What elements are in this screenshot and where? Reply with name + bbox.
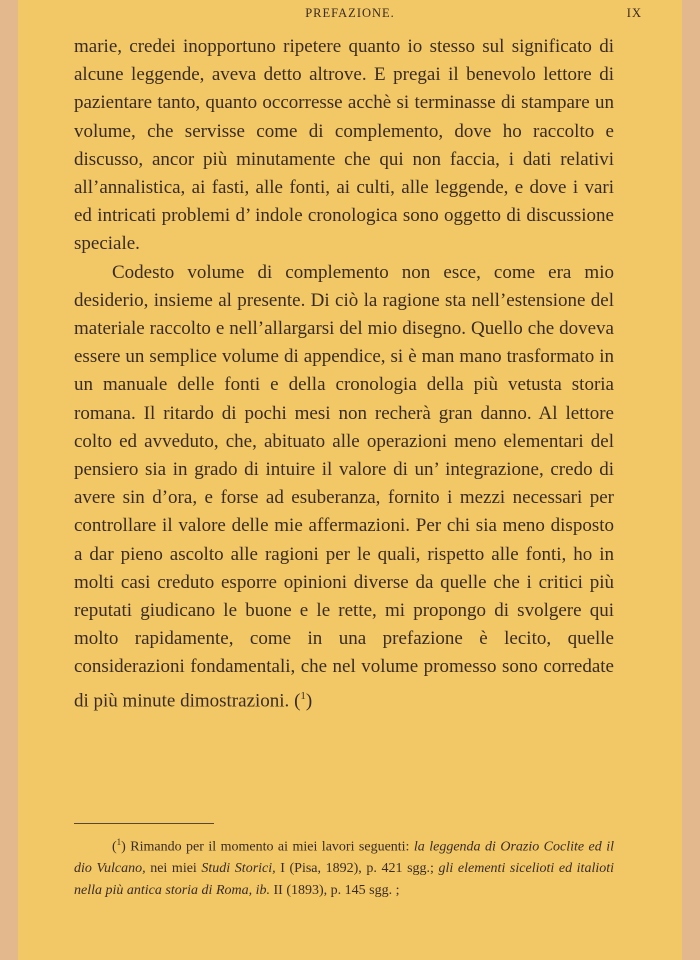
page-number: IX <box>626 6 642 20</box>
footnote-title-elementi: gli elementi sicelioti ed italioti nella più antica storia di Roma, ib. <box>74 861 615 898</box>
footnote-divider <box>74 823 214 824</box>
running-header <box>18 6 682 24</box>
footnote-text-4: II (1893), p. 145 sgg. ; <box>273 882 400 898</box>
footnote-title-studi: Studi Storici, <box>201 861 276 877</box>
footnote-text-2: nei miei <box>150 861 197 877</box>
book-page <box>18 0 682 960</box>
footnote: ($^1$) Rimando per il momento ai miei lavori seguenti: la leggenda di Orazio Coclite ed il dio Vulcano, nei miei Studi Storici, I (Pisa, 1892), p. 421 sgg.; gli elementi sicelioti ed italioti nella più antica storia di Roma, ib. II (1893), p. 145 sgg. ; <box>74 837 615 898</box>
footnote-marker: 1 <box>116 837 122 847</box>
header-title: PREFAZIONE. <box>305 6 395 20</box>
footnote-text-1: Rimando per il momento ai miei lavori seguenti: <box>130 839 410 855</box>
footnote-text-3: I (Pisa, 1892), p. 421 sgg.; <box>280 861 434 877</box>
footnote-reference: 1 <box>300 689 306 702</box>
paragraph-volume-complement: Codesto volume di complemento non esce, come era mio desiderio, insieme al presente. Di ciò la ragione sta nell’estensione del materiale raccolto e nell’allargarsi del mio disegno. Quello che doveva essere un semplice volume di appendice, si è man mano trasformato in un manuale delle fonti e della cronologia della più vetusta storia romana. Il ritardo di pochi mesi non recherà gran danno. Al lettore colto ed avveduto, che, abituato alle operazioni meno elementari del pensiero sia in grado di intuire il valore di un’ integrazione, credo di avere sin d’ora, e forse ad esuberanza, fornito i mezzi necessari per controllare il valore delle mie affermazioni. Per chi sia meno disposto a dar pieno ascolto alle ragioni per le quali, rispetto alle fonti, ho in molti casi creduto esporre opinioni diverse da quelle che i critici più reputati giudicano le buone e le rette, mi propongo di svolgere qui molto rapidamente, come in una prefazione è lecito, quelle considerazioni fondamentali, che nel volume promesso sono corredate di più minute dimostrazioni. ($^1$) <box>74 261 614 711</box>
paragraph-text: Codesto volume di complemento non esce, come era mio desiderio, insieme al presente. Di ciò la ragione sta nell’estensione del materiale raccolto e nell’allargarsi del mio disegno. Quello che doveva essere un semplice volume di appendice, si è man mano trasformato in un manuale delle fonti e della cronologia della più vetusta storia romana. Il ritardo di pochi mesi non recherà gran danno. Al lettore colto ed avveduto, che, abituato alle operazioni meno elementari del pensiero sia in grado di intuire il valore di un’ integrazione, credo di avere sin d’ora, e forse ad esuberanza, fornito i mezzi necessari per controllare il valore delle mie affermazioni. Per chi sia meno disposto a dar pieno ascolto alle ragioni per le quali, rispetto alle fonti, ho in molti casi creduto esporre opinioni diverse da quelle che i critici più reputati giudicano le buone e le rette, mi propongo di svolgere qui molto rapidamente, come in una prefazione è lecito, quelle considerazioni fondamentali, che nel volume promesso sono corredate di più minute dimostrazioni. <box>74 261 614 711</box>
footnote-title-orazio: la leggenda di Orazio Coclite ed il dio Vulcano, <box>74 839 614 877</box>
paragraph-continued: marie, credei inopportuno ripetere quanto io stesso sul significato di alcune leggende, aveva detto altrove. E pregai il benevolo lettore di pazientare tanto, quanto occorresse acchè si terminasse di stampare un volume, che servisse come di complemento, dove ho raccolto e discusso, ancor più minutamente che qui non faccia, i dati relativi all’annalistica, ai fasti, alle fonti, ai culti, alle leggende, e dove i vari ed intricati problemi d’ indole cronologica sono oggetto di discussione speciale. <box>74 36 614 255</box>
body-text <box>74 33 614 715</box>
